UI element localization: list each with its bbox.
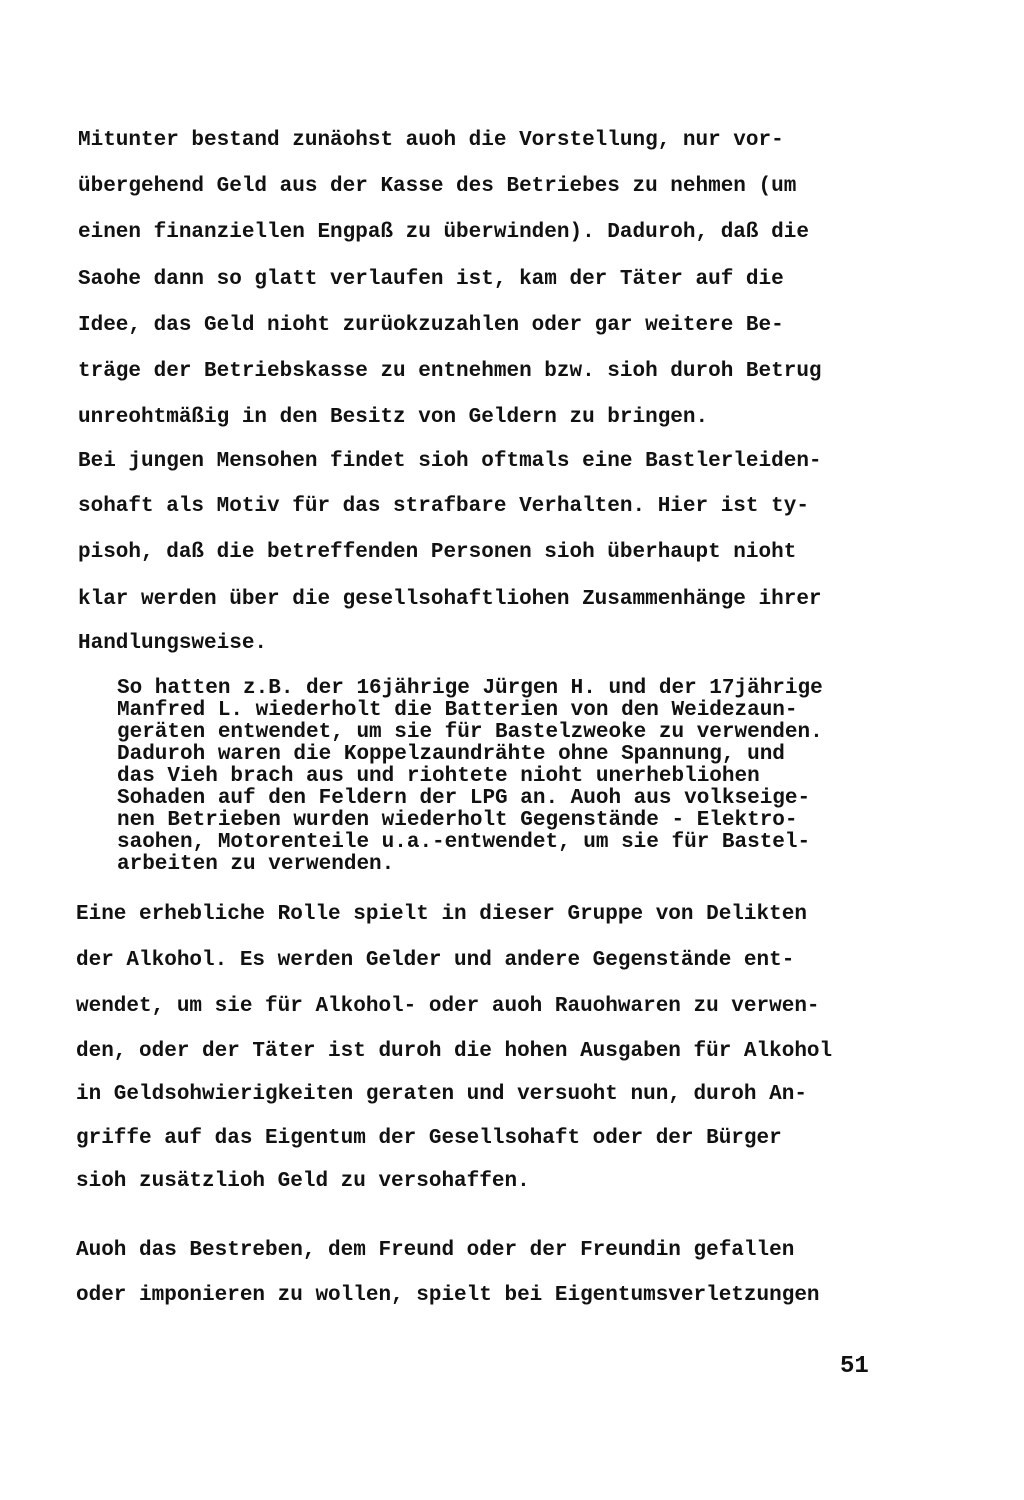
text-line: das Vieh brach aus und riohtete nioht unerhebliohen	[117, 765, 760, 788]
text-line: wendet, um sie für Alkohol- oder auoh Rauohwaren zu verwen-	[76, 995, 820, 1018]
text-line: Daduroh waren die Koppelzaundrähte ohne Spannung, und	[117, 743, 785, 766]
text-line: den, oder der Täter ist duroh die hohen Ausgaben für Alkohol	[76, 1040, 833, 1063]
text-line: übergehend Geld aus der Kasse des Betriebes zu nehmen (um	[78, 175, 797, 198]
text-line: in Geldsohwierigkeiten geraten und versuoht nun, duroh An-	[76, 1083, 807, 1106]
text-line: der Alkohol. Es werden Gelder und andere Gegenstände ent-	[76, 949, 795, 972]
text-line: einen finanziellen Engpaß zu überwinden). Daduroh, daß die	[78, 221, 809, 244]
text-line: pisoh, daß die betreffenden Personen sioh überhaupt nioht	[78, 541, 797, 564]
text-line: Sohaden auf den Feldern der LPG an. Auoh aus volkseige-	[117, 787, 811, 810]
text-line: griffe auf das Eigentum der Gesellsohaft oder der Bürger	[76, 1127, 782, 1150]
text-line: Eine erhebliche Rolle spielt in dieser Gruppe von Delikten	[76, 903, 807, 926]
page-number: 51	[840, 1353, 869, 1380]
text-line: geräten entwendet, um sie für Bastelzweoke zu verwenden.	[117, 721, 823, 744]
text-line: oder imponieren zu wollen, spielt bei Eigentumsverletzungen	[76, 1284, 820, 1307]
text-line: Mitunter bestand zunäohst auoh die Vorstellung, nur vor-	[78, 129, 784, 152]
text-line: So hatten z.B. der 16jährige Jürgen H. und der 17jährige	[117, 677, 823, 700]
text-line: sohaft als Motiv für das strafbare Verhalten. Hier ist ty-	[78, 495, 809, 518]
text-line: Saohe dann so glatt verlaufen ist, kam der Täter auf die	[78, 268, 784, 291]
text-line: Auoh das Bestreben, dem Freund oder der Freundin gefallen	[76, 1239, 795, 1262]
text-line: Bei jungen Mensohen findet sioh oftmals eine Bastlerleiden-	[78, 450, 822, 473]
text-line: Manfred L. wiederholt die Batterien von den Weidezaun-	[117, 699, 798, 722]
text-line: unreohtmäßig in den Besitz von Geldern zu bringen.	[78, 406, 709, 429]
text-line: Handlungsweise.	[78, 632, 268, 655]
text-line: saohen, Motorenteile u.a.-entwendet, um sie für Bastel-	[117, 831, 811, 854]
text-line: träge der Betriebskasse zu entnehmen bzw. sioh duroh Betrug	[78, 360, 822, 383]
text-line: arbeiten zu verwenden.	[117, 853, 395, 876]
text-line: Idee, das Geld nioht zurüokzuzahlen oder gar weitere Be-	[78, 314, 784, 337]
text-line: sioh zusätzlioh Geld zu versohaffen.	[76, 1170, 530, 1193]
text-line: klar werden über die gesellsohaftliohen Zusammenhänge ihrer	[78, 588, 822, 611]
text-line: nen Betrieben wurden wiederholt Gegenstände - Elektro-	[117, 809, 798, 832]
